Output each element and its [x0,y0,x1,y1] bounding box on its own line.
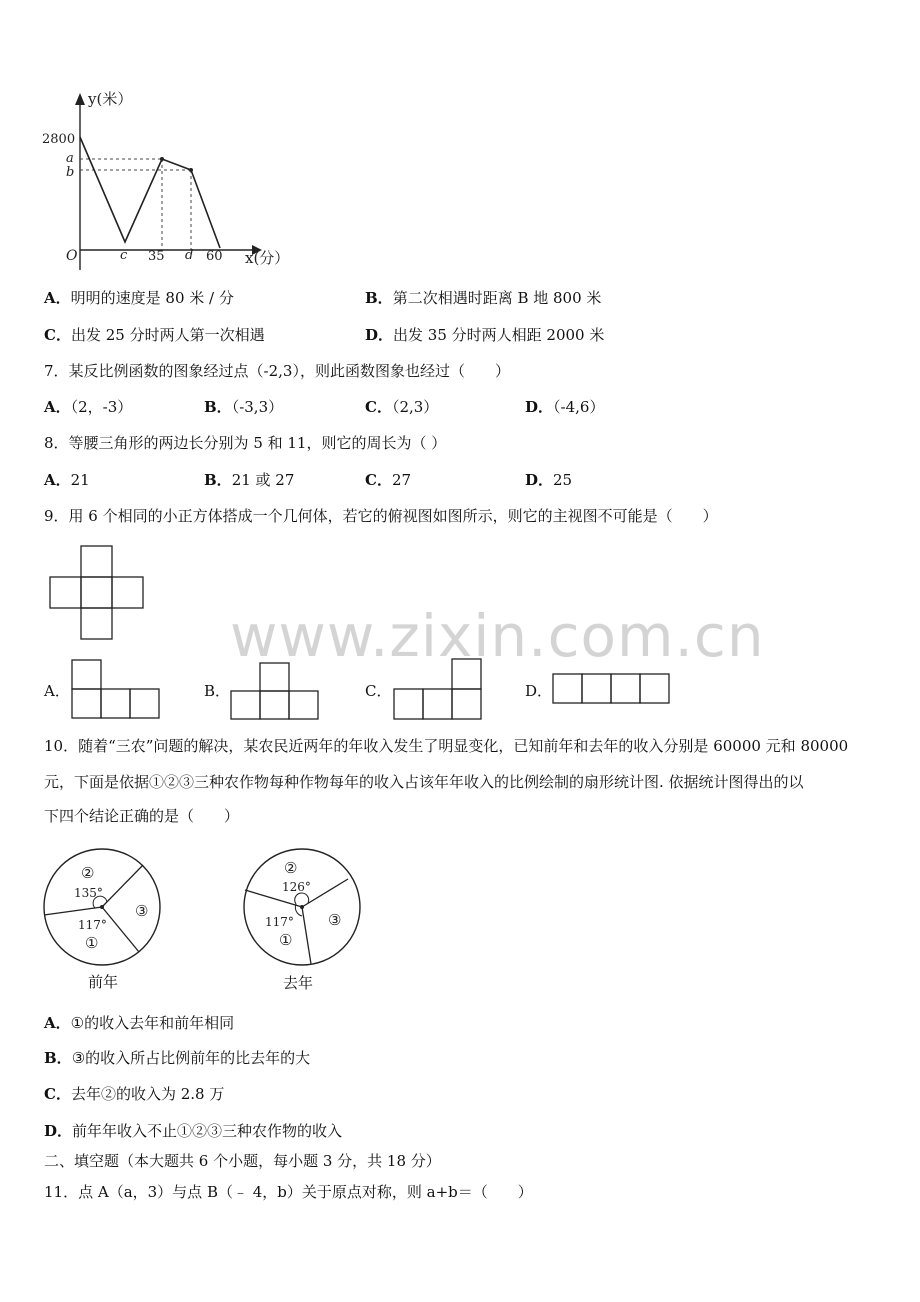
q11-stem: 11．点 A（a，3）与点 B（﹣ 4，b）关于原点对称，则 a+b＝（ ） [44,1183,533,1201]
q10-option-b: B．③的收入所占比例前年的比去年的大 [44,1049,311,1067]
q7-stem: 7．某反比例函数的图象经过点（-2,3），则此函数图象也经过（ ） [44,362,510,380]
q9-option-a-figure [70,658,162,722]
q8-option-b: B．21 或 27 [204,471,295,489]
pie1-sector-2-label: ② [81,864,95,882]
q10-option-d: D．前年年收入不止①②③三种农作物的收入 [44,1122,343,1140]
y-tick-2800: 2800 [42,132,76,147]
q6-option-c: C．出发 25 分时两人第一次相遇 [44,326,265,344]
x-tick-c: c [120,248,128,263]
pie1-sector-3-label: ③ [135,902,149,920]
q9-option-a-label: A． [44,682,70,700]
q9-top-view-figure [42,540,152,645]
q10-option-a: A．①的收入去年和前年相同 [44,1014,235,1032]
pie2-angle-1: 117° [265,915,294,929]
x-tick-60: 60 [206,249,223,264]
pie2-angle-2: 126° [282,880,311,894]
q7-option-a: A．（2，-3） [44,398,133,416]
distance-time-graph [30,85,300,275]
q7-option-c: C．（2,3） [365,398,439,416]
q9-option-c-figure [392,656,484,722]
q10-stem-line1: 10．随着“三农”问题的解决，某农民近两年的年收入发生了明显变化，已知前年和去年的收入分别是 60000 元和 80000 [44,737,849,755]
pie1-sector-1-label: ① [85,934,99,952]
q6-option-d: D．出发 35 分时两人相距 2000 米 [365,326,605,344]
pie2-sector-1-label: ① [279,931,293,949]
q9-option-d-label: D． [525,682,553,700]
q8-option-c: C．27 [365,471,412,489]
q9-option-b-label: B． [204,682,231,700]
q9-option-d-figure [551,672,673,706]
x-tick-d: d [185,248,194,263]
x-axis-label: x(分） [245,249,290,267]
y-tick-a: a [66,151,74,166]
y-axis-label: y(米） [88,90,133,108]
q7-option-b: B．（-3,3） [204,398,284,416]
pie2-sector-2-label: ② [284,859,298,877]
pie1-angle-2: 135° [74,886,103,900]
pie1-angle-1: 117° [78,918,107,932]
q10-pie-last-year-caption: 去年 [283,974,314,992]
q6-option-a: A．明明的速度是 80 米 / 分 [44,289,234,307]
y-tick-b: b [66,165,75,180]
q8-option-d: D．25 [525,471,573,489]
q6-option-b: B．第二次相遇时距离 B 地 800 米 [365,289,602,307]
q8-option-a: A．21 [44,471,90,489]
q10-stem-line2: 元，下面是依据①②③三种农作物每种作物每年的收入占该年年收入的比例绘制的扇形统计图. 依据统计图得出的以 [44,773,804,791]
q9-stem: 9．用 6 个相同的小正方体搭成一个几何体，若它的俯视图如图所示，则它的主视图不可能是（ ） [44,507,718,525]
origin-label: O [66,248,78,264]
q10-option-c: C．去年②的收入为 2.8 万 [44,1085,225,1103]
q9-option-c-label: C． [365,682,392,700]
q9-option-b-figure [229,660,321,722]
q10-pie-previous-year-caption: 前年 [88,973,119,991]
watermark: www.zixin.com.cn [230,602,765,670]
x-tick-35: 35 [148,249,165,264]
q7-option-d: D．（-4,6） [525,398,605,416]
q8-stem: 8．等腰三角形的两边长分别为 5 和 11，则它的周长为（ ） [44,434,447,452]
pie2-sector-3-label: ③ [328,911,342,929]
q10-pie-previous-year [40,845,165,970]
q10-pie-last-year [240,845,365,970]
section-2-heading: 二、填空题（本大题共 6 个小题，每小题 3 分，共 18 分） [44,1152,441,1170]
q10-stem-line3: 下四个结论正确的是（ ） [44,807,240,825]
